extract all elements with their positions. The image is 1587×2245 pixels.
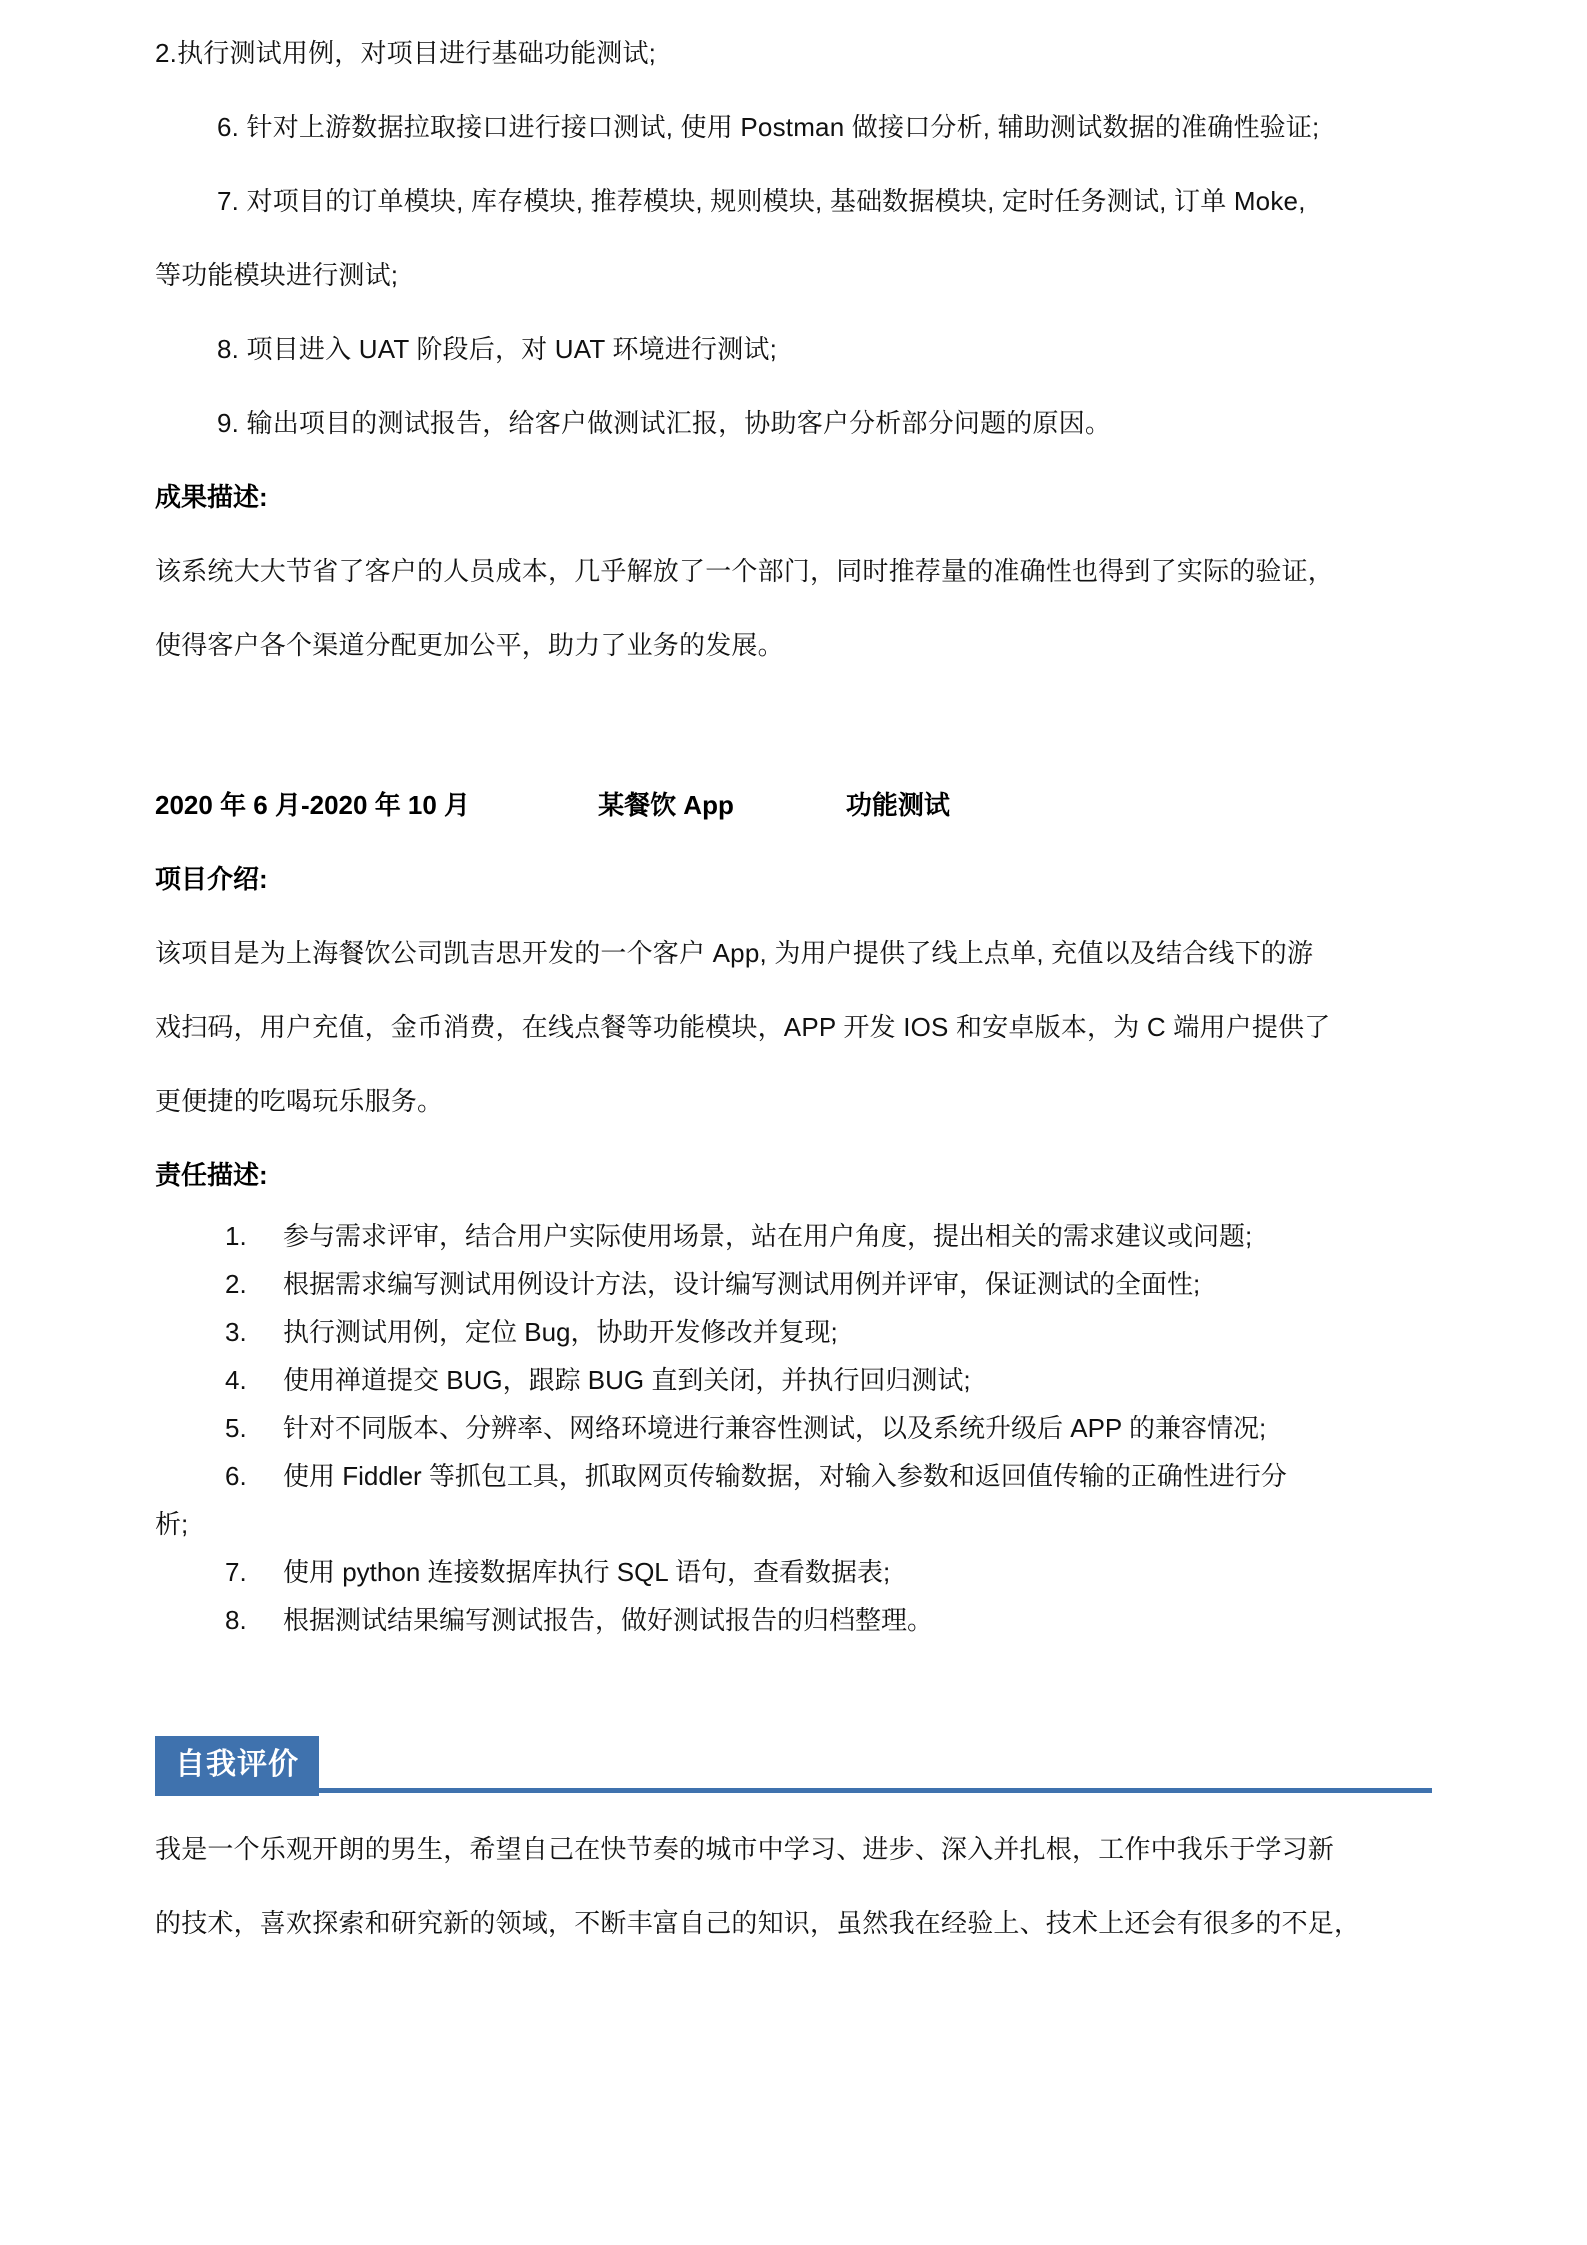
top-item-6: 6. 针对上游数据拉取接口进行接口测试, 使用 Postman 做接口分析, 辅助测试数据的准确性验证;: [217, 112, 1320, 142]
self-evaluation-rule: [319, 1788, 1432, 1793]
self-evaluation-line-2: 的技术，喜欢探索和研究新的领域，不断丰富自己的知识，虽然我在经验上、技术上还会有很多的不足，: [155, 1908, 1361, 1938]
duty-item-6: [155, 1452, 1432, 1548]
achievement-section: [155, 460, 1432, 682]
duty-item-3: 执行测试用例，定位 Bug，协助开发修改并复现;: [283, 1317, 838, 1347]
self-eval-gap: [155, 1796, 1432, 1812]
project-date: 2020 年 6 月-2020 年 10 月: [155, 790, 471, 820]
top-item-7: 7. 对项目的订单模块, 库存模块, 推荐模块, 规则模块, 基础数据模块, 定时任务测试, 订单 Moke,: [217, 186, 1306, 216]
top-section: [155, 16, 1432, 460]
project-role: 功能测试: [845, 790, 950, 820]
top-item-2: 2.执行测试用例，对项目进行基础功能测试;: [155, 38, 657, 68]
top-item-8: 8. 项目进入 UAT 阶段后，对 UAT 环境进行测试;: [217, 334, 778, 364]
project-duty-heading: 责任描述:: [155, 1160, 268, 1190]
project-intro-line-1: 该项目是为上海餐饮公司凯吉思开发的一个客户 App, 为用户提供了线上点单, 充值以及结合线下的游: [155, 938, 1314, 968]
duty-item-7: 使用 python 连接数据库执行 SQL 语句，查看数据表;: [283, 1557, 891, 1587]
duty-item-6-text: 使用 Fiddler 等抓包工具，抓取网页传输数据，对输入参数和返回值传输的正确性进行分: [283, 1461, 1287, 1491]
achievement-line-1: 该系统大大节省了客户的人员成本，几乎解放了一个部门，同时推荐量的准确性也得到了实际的验证，: [155, 556, 1335, 586]
top-spacer: [155, 0, 1432, 16]
self-evaluation-header: [155, 1730, 1432, 1796]
top-item-7-wrap: 等功能模块进行测试;: [155, 260, 399, 290]
project-intro-line-2: 戏扫码，用户充值，金币消费，在线点餐等功能模块，APP 开发 IOS 和安卓版本，为 C 端用户提供了: [155, 1012, 1331, 1042]
duty-item-6-wrap: 析;: [155, 1509, 189, 1539]
duty-item-5: 针对不同版本、分辨率、网络环境进行兼容性测试，以及系统升级后 APP 的兼容情况;: [283, 1413, 1267, 1443]
project-intro-line-3: 更便捷的吃喝玩乐服务。: [155, 1086, 444, 1116]
self-evaluation-title: 自我评价: [155, 1736, 319, 1796]
pre-self-eval-gap: [155, 1644, 1432, 1730]
self-evaluation-section: [155, 1730, 1432, 1960]
duty-item-2: 根据需求编写测试用例设计方法，设计编写测试用例并评审，保证测试的全面性;: [283, 1269, 1201, 1299]
project-name: 某餐饮 App: [598, 790, 734, 820]
top-item-9: 9. 输出项目的测试报告，给客户做测试汇报，协助客户分析部分问题的原因。: [217, 408, 1112, 438]
achievement-line-2: 使得客户各个渠道分配更加公平，助力了业务的发展。: [155, 630, 784, 660]
duty-item-1: 参与需求评审，结合用户实际使用场景，站在用户角度，提出相关的需求建议或问题;: [283, 1221, 1253, 1251]
project-intro-heading: 项目介绍:: [155, 864, 268, 894]
duty-list: [155, 1212, 1432, 1644]
section-gap: [155, 682, 1432, 768]
project-title-row: [155, 768, 1432, 842]
duty-item-4: 使用禅道提交 BUG，跟踪 BUG 直到关闭，并执行回归测试;: [283, 1365, 971, 1395]
achievement-heading: 成果描述:: [155, 482, 268, 512]
duty-item-8: 根据测试结果编写测试报告，做好测试报告的归档整理。: [283, 1605, 934, 1635]
project-section: [155, 768, 1432, 1644]
self-evaluation-line-1: 我是一个乐观开朗的男生，希望自己在快节奏的城市中学习、进步、深入并扎根，工作中我乐于学习新: [155, 1834, 1335, 1864]
